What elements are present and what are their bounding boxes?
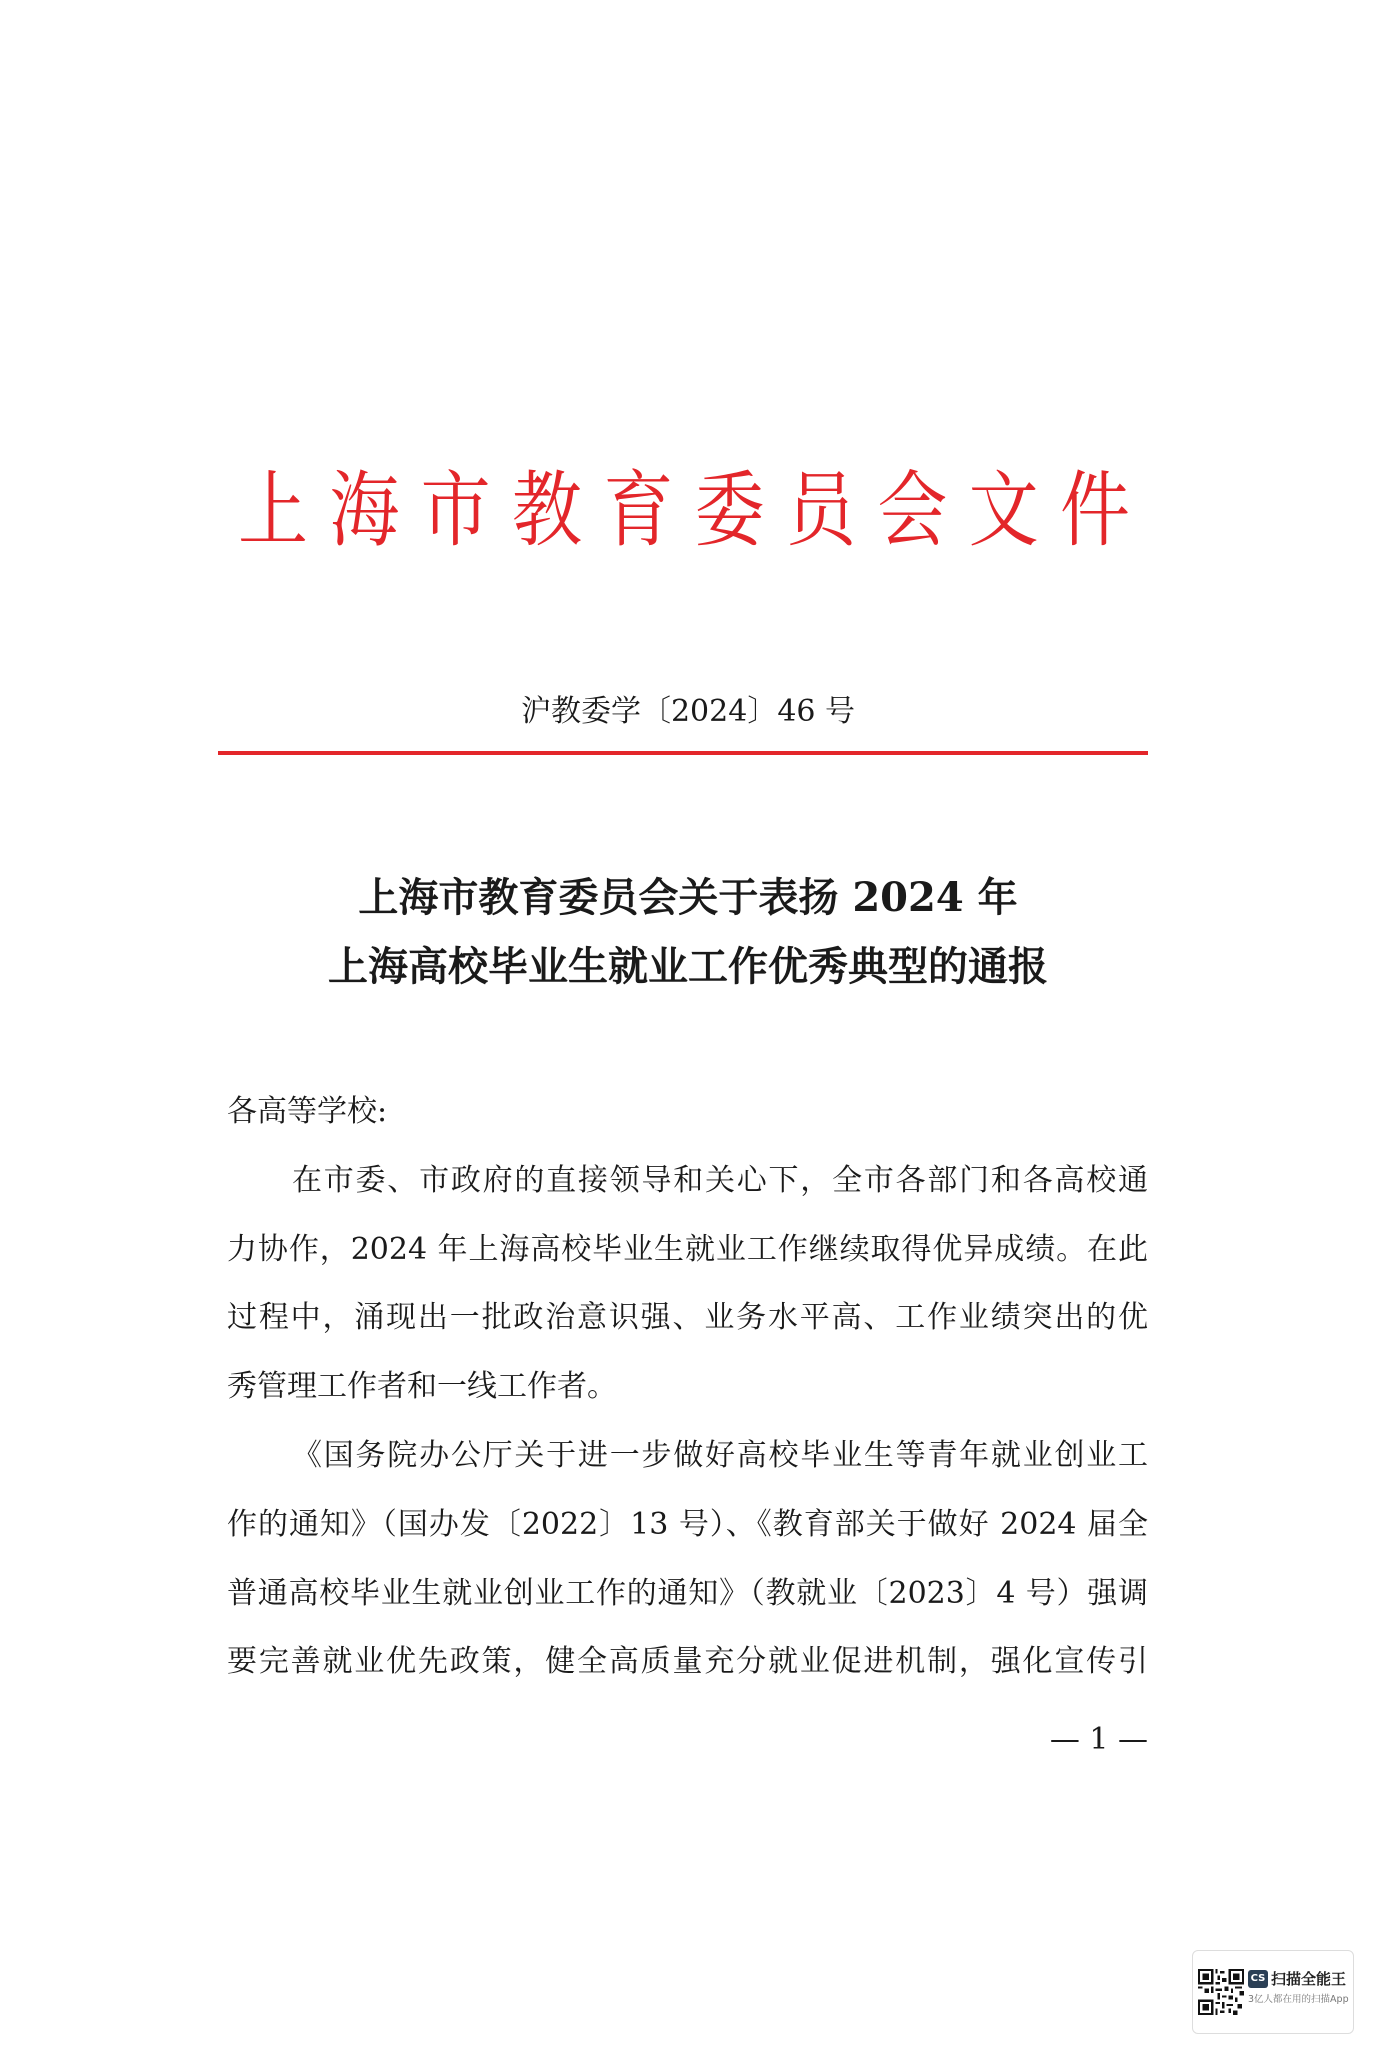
page-number: — 1 — (1049, 1722, 1148, 1757)
paragraph-2-line: 普通高校毕业生就业创业工作的通知》（教就业〔2023〕4 号）强调 (227, 1575, 1148, 1611)
scanner-watermark (1192, 1950, 1354, 2034)
paragraph-1-line: 在市委、市政府的直接领导和关心下，全市各部门和各高校通 (292, 1162, 1148, 1198)
document-number: 沪教委学〔2024〕46 号 (520, 694, 856, 729)
red-divider-line (218, 751, 1148, 755)
paragraph-1-line: 秀管理工作者和一线工作者。 (227, 1369, 617, 1405)
qr-code-icon (1198, 1969, 1244, 2015)
document-body (227, 1078, 1148, 1697)
notice-title-line-2: 上海高校毕业生就业工作优秀典型的通报 (328, 943, 1048, 990)
paragraph-2-line: 《国务院办公厅关于进一步做好高校毕业生等青年就业创业工 (292, 1437, 1148, 1473)
paragraph-1-line: 力协作，2024 年上海高校毕业生就业工作继续取得优异成绩。在此 (227, 1231, 1148, 1267)
camscanner-logo-icon: CS (1248, 1970, 1268, 1988)
paragraph-1-line: 过程中，涌现出一批政治意识强、业务水平高、工作业绩突出的优 (227, 1300, 1148, 1336)
paragraph-2-line: 作的通知》（国办发〔2022〕13 号）、《教育部关于做好 2024 届全 (227, 1506, 1148, 1542)
paragraph-2-line: 要完善就业优先政策，健全高质量充分就业促进机制，强化宣传引 (227, 1644, 1148, 1680)
notice-title-line-1: 上海市教育委员会关于表扬 2024 年 (358, 874, 1018, 921)
watermark-slogan: 3亿人都在用的扫描App (1248, 1994, 1349, 2005)
salutation: 各高等学校: (227, 1094, 388, 1129)
watermark-brand: 扫描全能王 (1271, 1970, 1347, 1988)
document-masthead: 上海市教育委员会文件 (238, 461, 1130, 559)
